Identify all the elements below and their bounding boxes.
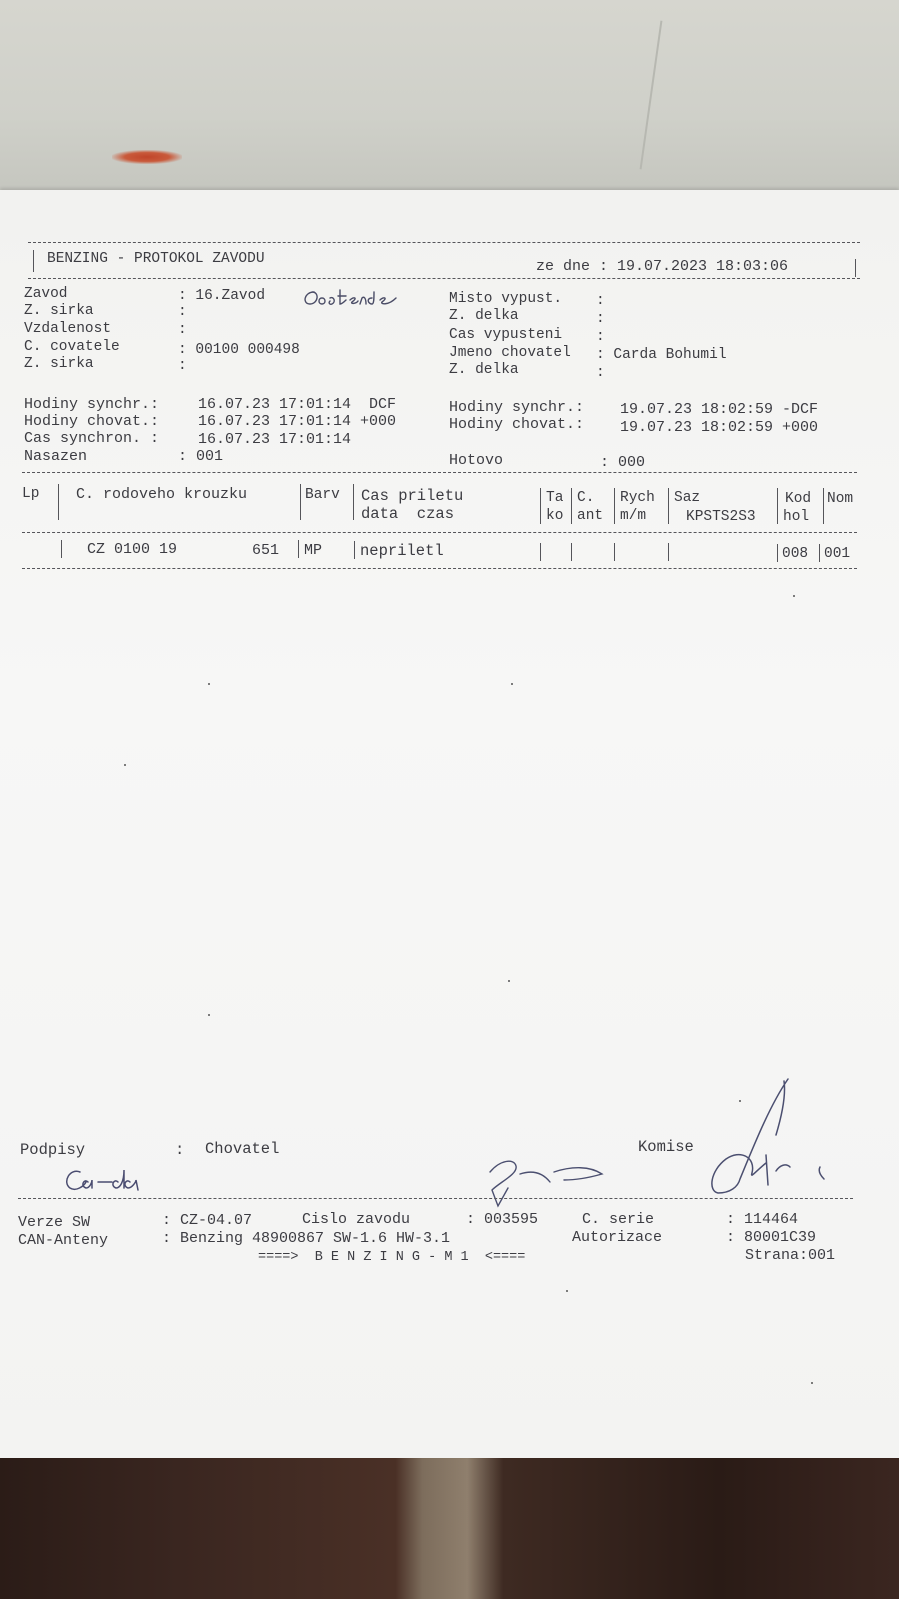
col-divider <box>571 488 572 524</box>
info-label-z-sirka: Z. sirka <box>24 303 94 319</box>
info-value-cas-vypusteni: : <box>596 329 605 345</box>
table-top-rule <box>22 472 857 473</box>
print-speck <box>566 1290 568 1292</box>
info-label-z-delka: Z. delka <box>449 308 519 324</box>
print-speck <box>511 683 513 685</box>
info-value-z-delka-2: : <box>596 365 605 381</box>
sync-value-r2: 19.07.23 18:02:59 +000 <box>620 419 819 436</box>
komise-label: Komise <box>638 1138 694 1156</box>
footer-rule <box>18 1198 853 1199</box>
sync-value-l2: 16.07.23 17:01:14 +000 <box>198 413 397 430</box>
row-divider <box>777 544 778 562</box>
col-divider <box>353 484 354 520</box>
table-bottom-rule <box>22 568 857 569</box>
col-divider <box>300 484 301 520</box>
info-label-cas-vypusteni: Cas vypusteni <box>449 327 563 343</box>
col-header-lp: Lp <box>22 486 40 502</box>
col-header-ta-sub: ko <box>546 508 564 524</box>
info-value-zavod: : 16.Zavod <box>178 288 266 304</box>
cislo-value: : 003595 <box>466 1211 539 1228</box>
row-divider <box>614 543 615 561</box>
col-divider <box>668 488 669 524</box>
podpisy-label: Podpisy <box>20 1141 86 1159</box>
benzing-banner: ====> B E N Z I N G - M 1 <==== <box>258 1250 526 1265</box>
header-bottom-rule <box>28 278 860 279</box>
sync-label-r1: Hodiny synchr.: <box>449 399 585 416</box>
page-number: Strana:001 <box>745 1247 836 1264</box>
info-label-c-covatele: C. covatele <box>24 339 120 355</box>
verze-value: : CZ-04.07 <box>162 1212 253 1229</box>
info-value-z-delka: : <box>596 311 605 327</box>
cell-color: MP <box>304 542 323 559</box>
print-speck <box>124 764 126 766</box>
info-value-vzdalenost: : <box>178 322 187 338</box>
col-header-c-sub: ant <box>577 508 604 524</box>
paint-stain <box>112 150 182 164</box>
info-label-vzdalenost: Vzdalenost <box>24 321 112 337</box>
breeder-signature <box>58 1160 178 1200</box>
col-header-kod: Kod <box>785 491 812 507</box>
col-header-ta: Ta <box>546 490 564 506</box>
autor-value: : 80001C39 <box>726 1229 817 1246</box>
sync-label-l3: Cas synchron. : <box>24 430 160 447</box>
col-header-ring: C. rodoveho krouzku <box>76 486 248 503</box>
document-title: BENZING - PROTOKOL ZAVODU <box>47 251 265 267</box>
row-divider <box>819 544 820 562</box>
background-wall <box>0 0 899 215</box>
col-header-saz: Saz <box>674 490 701 506</box>
sync-label-r4: Hotovo <box>449 452 504 469</box>
print-speck <box>208 683 210 685</box>
col-header-arrival: Cas priletu <box>361 487 464 505</box>
row-divider <box>61 540 62 558</box>
report-date: ze dne : 19.07.2023 18:03:06 <box>536 258 789 275</box>
can-value: : Benzing 48900867 SW-1.6 HW-3.1 <box>162 1230 451 1247</box>
table-header-rule <box>22 532 857 533</box>
info-label-misto: Misto vypust. <box>449 291 563 307</box>
row-divider <box>668 543 669 561</box>
chovatel-label: Chovatel <box>205 1140 280 1158</box>
col-divider <box>777 488 778 524</box>
cell-arrival: nepriletl <box>360 542 444 560</box>
header-left-bar <box>33 250 34 272</box>
sync-label-l1: Hodiny synchr.: <box>24 396 160 413</box>
row-divider <box>354 541 355 559</box>
podpisy-colon: : <box>175 1141 185 1159</box>
sync-label-r2: Hodiny chovat.: <box>449 416 585 433</box>
col-divider <box>540 488 541 524</box>
header-top-rule <box>28 242 860 243</box>
commission-signature-1 <box>480 1152 630 1212</box>
cell-nom: 001 <box>824 546 851 562</box>
sync-value-r4: : 000 <box>600 454 646 471</box>
col-header-saz-sub: KPSTS2S3 <box>686 509 756 525</box>
row-divider <box>298 540 299 558</box>
print-speck <box>811 1382 813 1384</box>
autor-label: Autorizace <box>572 1229 663 1246</box>
info-label-z-delka-2: Z. delka <box>449 362 519 378</box>
col-header-kod-sub: hol <box>783 509 810 525</box>
col-header-c: C. <box>577 490 595 506</box>
cell-ring: CZ 0100 19 <box>87 541 178 558</box>
col-divider <box>823 488 824 524</box>
info-value-c-covatele: : 00100 000498 <box>178 342 300 358</box>
sync-value-r1: 19.07.23 18:02:59 -DCF <box>620 401 819 418</box>
sync-value-l4: : 001 <box>178 448 224 465</box>
col-header-arrival-sub: data czas <box>361 505 455 523</box>
row-divider <box>571 543 572 561</box>
info-value-misto: : <box>596 293 605 309</box>
col-header-nom: Nom <box>827 491 854 507</box>
sync-value-l3: 16.07.23 17:01:14 <box>198 431 352 448</box>
can-label: CAN-Anteny <box>18 1232 109 1249</box>
info-value-jmeno: : Carda Bohumil <box>596 347 727 363</box>
col-header-speed: Rych <box>620 490 655 506</box>
verze-label: Verze SW <box>18 1214 91 1231</box>
info-label-jmeno: Jmeno chovatel <box>449 345 571 361</box>
info-label-zavod: Zavod <box>24 286 68 302</box>
commission-signature-2 <box>700 1075 840 1205</box>
sync-label-l4: Nasazen <box>24 448 88 465</box>
sync-label-l2: Hodiny chovat.: <box>24 413 160 430</box>
row-divider <box>540 543 541 561</box>
serie-label: C. serie <box>582 1211 655 1228</box>
background-floor <box>0 1450 899 1599</box>
info-label-z-sirka-2: Z. sirka <box>24 356 94 372</box>
col-divider <box>614 488 615 524</box>
cell-kod: 008 <box>782 546 809 562</box>
sync-value-l1: 16.07.23 17:01:14 DCF <box>198 396 397 413</box>
info-value-z-sirka: : <box>178 304 187 320</box>
print-speck <box>508 980 510 982</box>
col-header-speed-sub: m/m <box>620 508 647 524</box>
serie-value: : 114464 <box>726 1211 799 1228</box>
handwritten-race-name <box>300 284 410 312</box>
print-speck <box>793 595 795 597</box>
protocol-sheet <box>0 190 899 1458</box>
wall-crack <box>640 21 663 170</box>
print-speck <box>208 1014 210 1016</box>
header-right-bar <box>855 259 856 277</box>
info-value-z-sirka-2: : <box>178 358 187 374</box>
col-header-color: Barv <box>305 487 340 503</box>
cislo-label: Cislo zavodu <box>302 1211 411 1228</box>
cell-ring-number: 651 <box>252 542 280 559</box>
col-divider <box>58 484 59 520</box>
